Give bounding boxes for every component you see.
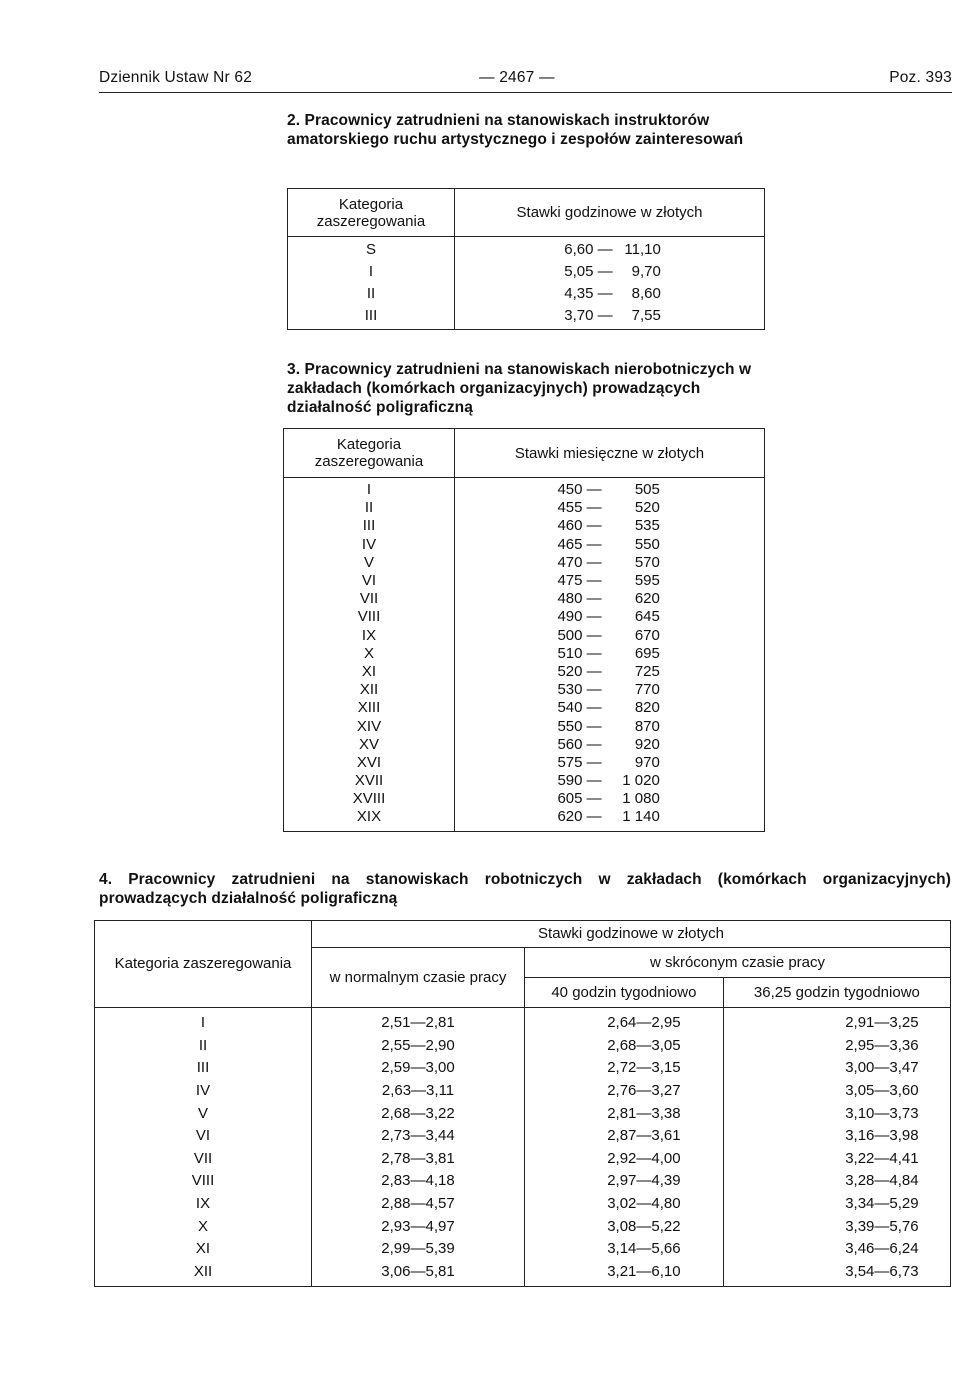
normal-time-header: w normalnym czasie pracy [312, 948, 525, 1008]
category-cell: I [95, 1008, 312, 1035]
rate-cell: 620 — 1 140 [455, 808, 765, 831]
category-cell: XIX [284, 808, 455, 831]
rate-to: 11,10 [624, 241, 661, 258]
rate-cell: 560 — 920 [455, 736, 765, 754]
table-row [95, 1102, 951, 1125]
rates-header: Stawki miesięczne w złotych [455, 429, 765, 478]
category-cell: II [288, 283, 455, 305]
rate-from: 550 [557, 717, 583, 735]
category-cell: VI [284, 572, 455, 590]
normal-rate-cell: 2,68—3,22 [312, 1102, 525, 1125]
rate-from: 465 [557, 535, 583, 553]
normal-rate-cell: 2,88—4,57 [312, 1193, 525, 1216]
rate-from: 540 [557, 699, 583, 717]
category-cell: XII [95, 1261, 312, 1287]
rate-to: 1 020 [622, 772, 660, 790]
table-row [95, 1238, 951, 1261]
rate-from: 590 [557, 772, 583, 790]
rate-to: 920 [634, 735, 660, 753]
rate-to: 725 [634, 662, 660, 680]
rate-from: 560 [557, 735, 583, 753]
category-cell: XVI [284, 754, 455, 772]
rate-cell: 575 — 970 [455, 754, 765, 772]
normal-rate-cell: 2,73—3,44 [312, 1125, 525, 1148]
normal-rate-cell: 2,93—4,97 [312, 1215, 525, 1238]
rate-to: 970 [634, 753, 660, 771]
table-row [284, 790, 765, 808]
h3625-rate-cell: 2,91—3,25 [723, 1008, 950, 1035]
table-row [288, 283, 765, 305]
journal-name: Dziennik Ustaw Nr 62 [99, 69, 253, 86]
rate-to: 770 [634, 681, 660, 699]
hourly-rates-header: Stawki godzinowe w złotych [312, 921, 951, 948]
category-header: Kategoria zaszeregowania [95, 921, 312, 1008]
category-cell: VIII [284, 608, 455, 626]
table-row [95, 1193, 951, 1216]
table-row [95, 1261, 951, 1287]
section-4-title: 4. Pracownicy zatrudnieni na stanowiskach robotniczych w zakładach (komórkach organizacyjnych) prowadzących działalność poligraficzną [99, 871, 951, 907]
rate-cell: 590 — 1 020 [455, 772, 765, 790]
table-row [95, 1170, 951, 1193]
h3625-rate-cell: 3,39—5,76 [723, 1215, 950, 1238]
category-cell: S [288, 237, 455, 262]
normal-rate-cell: 2,63—3,11 [312, 1080, 525, 1103]
category-cell: II [284, 499, 455, 517]
rate-from: 480 [557, 590, 583, 608]
rate-from: 490 [557, 608, 583, 626]
rate-from: 475 [557, 572, 583, 590]
h40-header: 40 godzin tygodniowo [525, 978, 724, 1008]
table-row [284, 699, 765, 717]
rate-cell: 510 — 695 [455, 645, 765, 663]
table-row [284, 772, 765, 790]
table-row [95, 1057, 951, 1080]
rate-cell: 450 — 505 [455, 478, 765, 500]
category-cell: VIII [95, 1170, 312, 1193]
rate-from: 510 [557, 644, 583, 662]
category-cell: XVIII [284, 790, 455, 808]
h3625-rate-cell: 3,22—4,41 [723, 1148, 950, 1171]
category-cell: X [95, 1215, 312, 1238]
section-4-table-body [95, 1008, 951, 1287]
rate-to: 820 [634, 699, 660, 717]
rate-to: 8,60 [631, 285, 661, 302]
table-row [284, 590, 765, 608]
table-row [284, 645, 765, 663]
table-row [284, 608, 765, 626]
rate-from: 530 [557, 681, 583, 699]
category-cell: V [95, 1102, 312, 1125]
h3625-rate-cell: 3,00—3,47 [723, 1057, 950, 1080]
h40-rate-cell: 2,68—3,05 [525, 1035, 724, 1058]
rate-to: 505 [634, 481, 660, 499]
rate-to: 520 [634, 499, 660, 517]
page-header [99, 66, 952, 93]
rate-to: 620 [634, 590, 660, 608]
category-cell: II [95, 1035, 312, 1058]
normal-rate-cell: 2,99—5,39 [312, 1238, 525, 1261]
rate-from: 6,60 [564, 241, 594, 258]
table-row [284, 572, 765, 590]
section-3-title: 3. Pracownicy zatrudnieni na stanowiskach nierobotniczych w zakładach (komórkach organizacyjnych) prowadzących działalność poligraficzną [287, 361, 752, 416]
table-row [284, 554, 765, 572]
table-row [284, 499, 765, 517]
table-row [95, 1148, 951, 1171]
rate-cell: 550 — 870 [455, 717, 765, 735]
table-row [284, 808, 765, 831]
rate-cell: 455 — 520 [455, 499, 765, 517]
section-4-table [94, 920, 951, 1287]
rate-from: 470 [557, 553, 583, 571]
category-cell: XIV [284, 717, 455, 735]
h40-rate-cell: 3,08—5,22 [525, 1215, 724, 1238]
rate-from: 455 [557, 499, 583, 517]
rate-to: 1 080 [622, 790, 660, 808]
rate-to: 695 [634, 644, 660, 662]
category-cell: I [284, 478, 455, 500]
table-row [95, 1215, 951, 1238]
category-cell: III [95, 1057, 312, 1080]
rate-cell: 490 — 645 [455, 608, 765, 626]
rate-to: 570 [634, 553, 660, 571]
rate-cell: 530 — 770 [455, 681, 765, 699]
normal-rate-cell: 2,83—4,18 [312, 1170, 525, 1193]
h40-rate-cell: 2,97—4,39 [525, 1170, 724, 1193]
category-cell: XI [284, 663, 455, 681]
h3625-rate-cell: 3,10—3,73 [723, 1102, 950, 1125]
table-row [95, 1035, 951, 1058]
h3625-rate-cell: 3,28—4,84 [723, 1170, 950, 1193]
rate-from: 5,05 [564, 263, 594, 280]
rate-from: 605 [557, 790, 583, 808]
rate-to: 645 [634, 608, 660, 626]
table-row [284, 478, 765, 500]
category-cell: VII [284, 590, 455, 608]
category-cell: XI [95, 1238, 312, 1261]
h3625-rate-cell: 3,46—6,24 [723, 1238, 950, 1261]
rate-to: 870 [634, 717, 660, 735]
category-cell: XVII [284, 772, 455, 790]
table-row [288, 237, 765, 262]
section-2-title: 2. Pracownicy zatrudnieni na stanowiskach instruktorów amatorskiego ruchu artystycznego i zespołów zainteresowań [287, 112, 744, 148]
table-row [284, 736, 765, 754]
rate-from: 4,35 [564, 285, 594, 302]
rate-from: 3,70 [564, 307, 594, 324]
h3625-rate-cell: 2,95—3,36 [723, 1035, 950, 1058]
normal-rate-cell: 2,51—2,81 [312, 1008, 525, 1035]
rate-to: 7,55 [631, 307, 661, 324]
table-row [288, 261, 765, 283]
category-cell: III [284, 517, 455, 535]
category-cell: V [284, 554, 455, 572]
h3625-rate-cell: 3,16—3,98 [723, 1125, 950, 1148]
category-cell: I [288, 261, 455, 283]
table-row [284, 517, 765, 535]
rate-cell: 605 — 1 080 [455, 790, 765, 808]
category-cell: IX [95, 1193, 312, 1216]
section-2-table [287, 188, 765, 330]
rate-from: 460 [557, 517, 583, 535]
rate-cell: 470 — 570 [455, 554, 765, 572]
rate-to: 9,70 [631, 263, 661, 280]
category-cell: III [288, 305, 455, 330]
table-row [284, 536, 765, 554]
normal-rate-cell: 2,59—3,00 [312, 1057, 525, 1080]
h40-rate-cell: 2,76—3,27 [525, 1080, 724, 1103]
rate-from: 520 [557, 662, 583, 680]
rate-cell: 465 — 550 [455, 536, 765, 554]
category-cell: IV [95, 1080, 312, 1103]
table-row [95, 1008, 951, 1035]
h40-rate-cell: 2,64—2,95 [525, 1008, 724, 1035]
rate-cell: 475 — 595 [455, 572, 765, 590]
table-row [284, 627, 765, 645]
h3625-header: 36,25 godzin tygodniowo [723, 978, 950, 1008]
section-3-table-body [284, 478, 765, 832]
h40-rate-cell: 3,21—6,10 [525, 1261, 724, 1287]
page-number: — 2467 — [479, 69, 555, 86]
category-cell: VI [95, 1125, 312, 1148]
table-row [284, 681, 765, 699]
rate-to: 595 [634, 572, 660, 590]
category-cell: XII [284, 681, 455, 699]
table-row [284, 717, 765, 735]
h3625-rate-cell: 3,05—3,60 [723, 1080, 950, 1103]
rate-cell: 500 — 670 [455, 627, 765, 645]
rate-cell: 460 — 535 [455, 517, 765, 535]
rate-from: 575 [557, 753, 583, 771]
rate-cell: 520 — 725 [455, 663, 765, 681]
table-row [284, 754, 765, 772]
category-cell: XV [284, 736, 455, 754]
rate-from: 450 [557, 481, 583, 499]
category-cell: IX [284, 627, 455, 645]
category-header: Kategoria zaszeregowania [288, 189, 455, 237]
rate-cell: 540 — 820 [455, 699, 765, 717]
category-cell: IV [284, 536, 455, 554]
rate-to: 670 [634, 626, 660, 644]
section-3-table [283, 428, 765, 832]
category-cell: VII [95, 1148, 312, 1171]
rate-to: 535 [634, 517, 660, 535]
category-header: Kategoria zaszeregowania [284, 429, 455, 478]
rate-from: 620 [557, 808, 583, 826]
rate-cell: 3,70 — 7,55 [455, 305, 765, 330]
h40-rate-cell: 3,14—5,66 [525, 1238, 724, 1261]
normal-rate-cell: 2,55—2,90 [312, 1035, 525, 1058]
rate-cell: 5,05 — 9,70 [455, 261, 765, 283]
h40-rate-cell: 3,02—4,80 [525, 1193, 724, 1216]
rate-to: 550 [634, 535, 660, 553]
table-row [284, 663, 765, 681]
normal-rate-cell: 3,06—5,81 [312, 1261, 525, 1287]
normal-rate-cell: 2,78—3,81 [312, 1148, 525, 1171]
rates-header: Stawki godzinowe w złotych [455, 189, 765, 237]
position-number: Poz. 393 [889, 69, 952, 86]
table-row [95, 1080, 951, 1103]
rate-cell: 6,60 — 11,10 [455, 237, 765, 262]
table-row [95, 1125, 951, 1148]
rate-from: 500 [557, 626, 583, 644]
h40-rate-cell: 2,81—3,38 [525, 1102, 724, 1125]
category-cell: X [284, 645, 455, 663]
table-row [288, 305, 765, 330]
category-cell: XIII [284, 699, 455, 717]
reduced-time-header: w skróconym czasie pracy [525, 948, 951, 978]
rate-cell: 4,35 — 8,60 [455, 283, 765, 305]
h40-rate-cell: 2,92—4,00 [525, 1148, 724, 1171]
h40-rate-cell: 2,72—3,15 [525, 1057, 724, 1080]
h40-rate-cell: 2,87—3,61 [525, 1125, 724, 1148]
h3625-rate-cell: 3,34—5,29 [723, 1193, 950, 1216]
section-2-table-body [288, 237, 765, 330]
rate-to: 1 140 [622, 808, 660, 826]
rate-cell: 480 — 620 [455, 590, 765, 608]
h3625-rate-cell: 3,54—6,73 [723, 1261, 950, 1287]
